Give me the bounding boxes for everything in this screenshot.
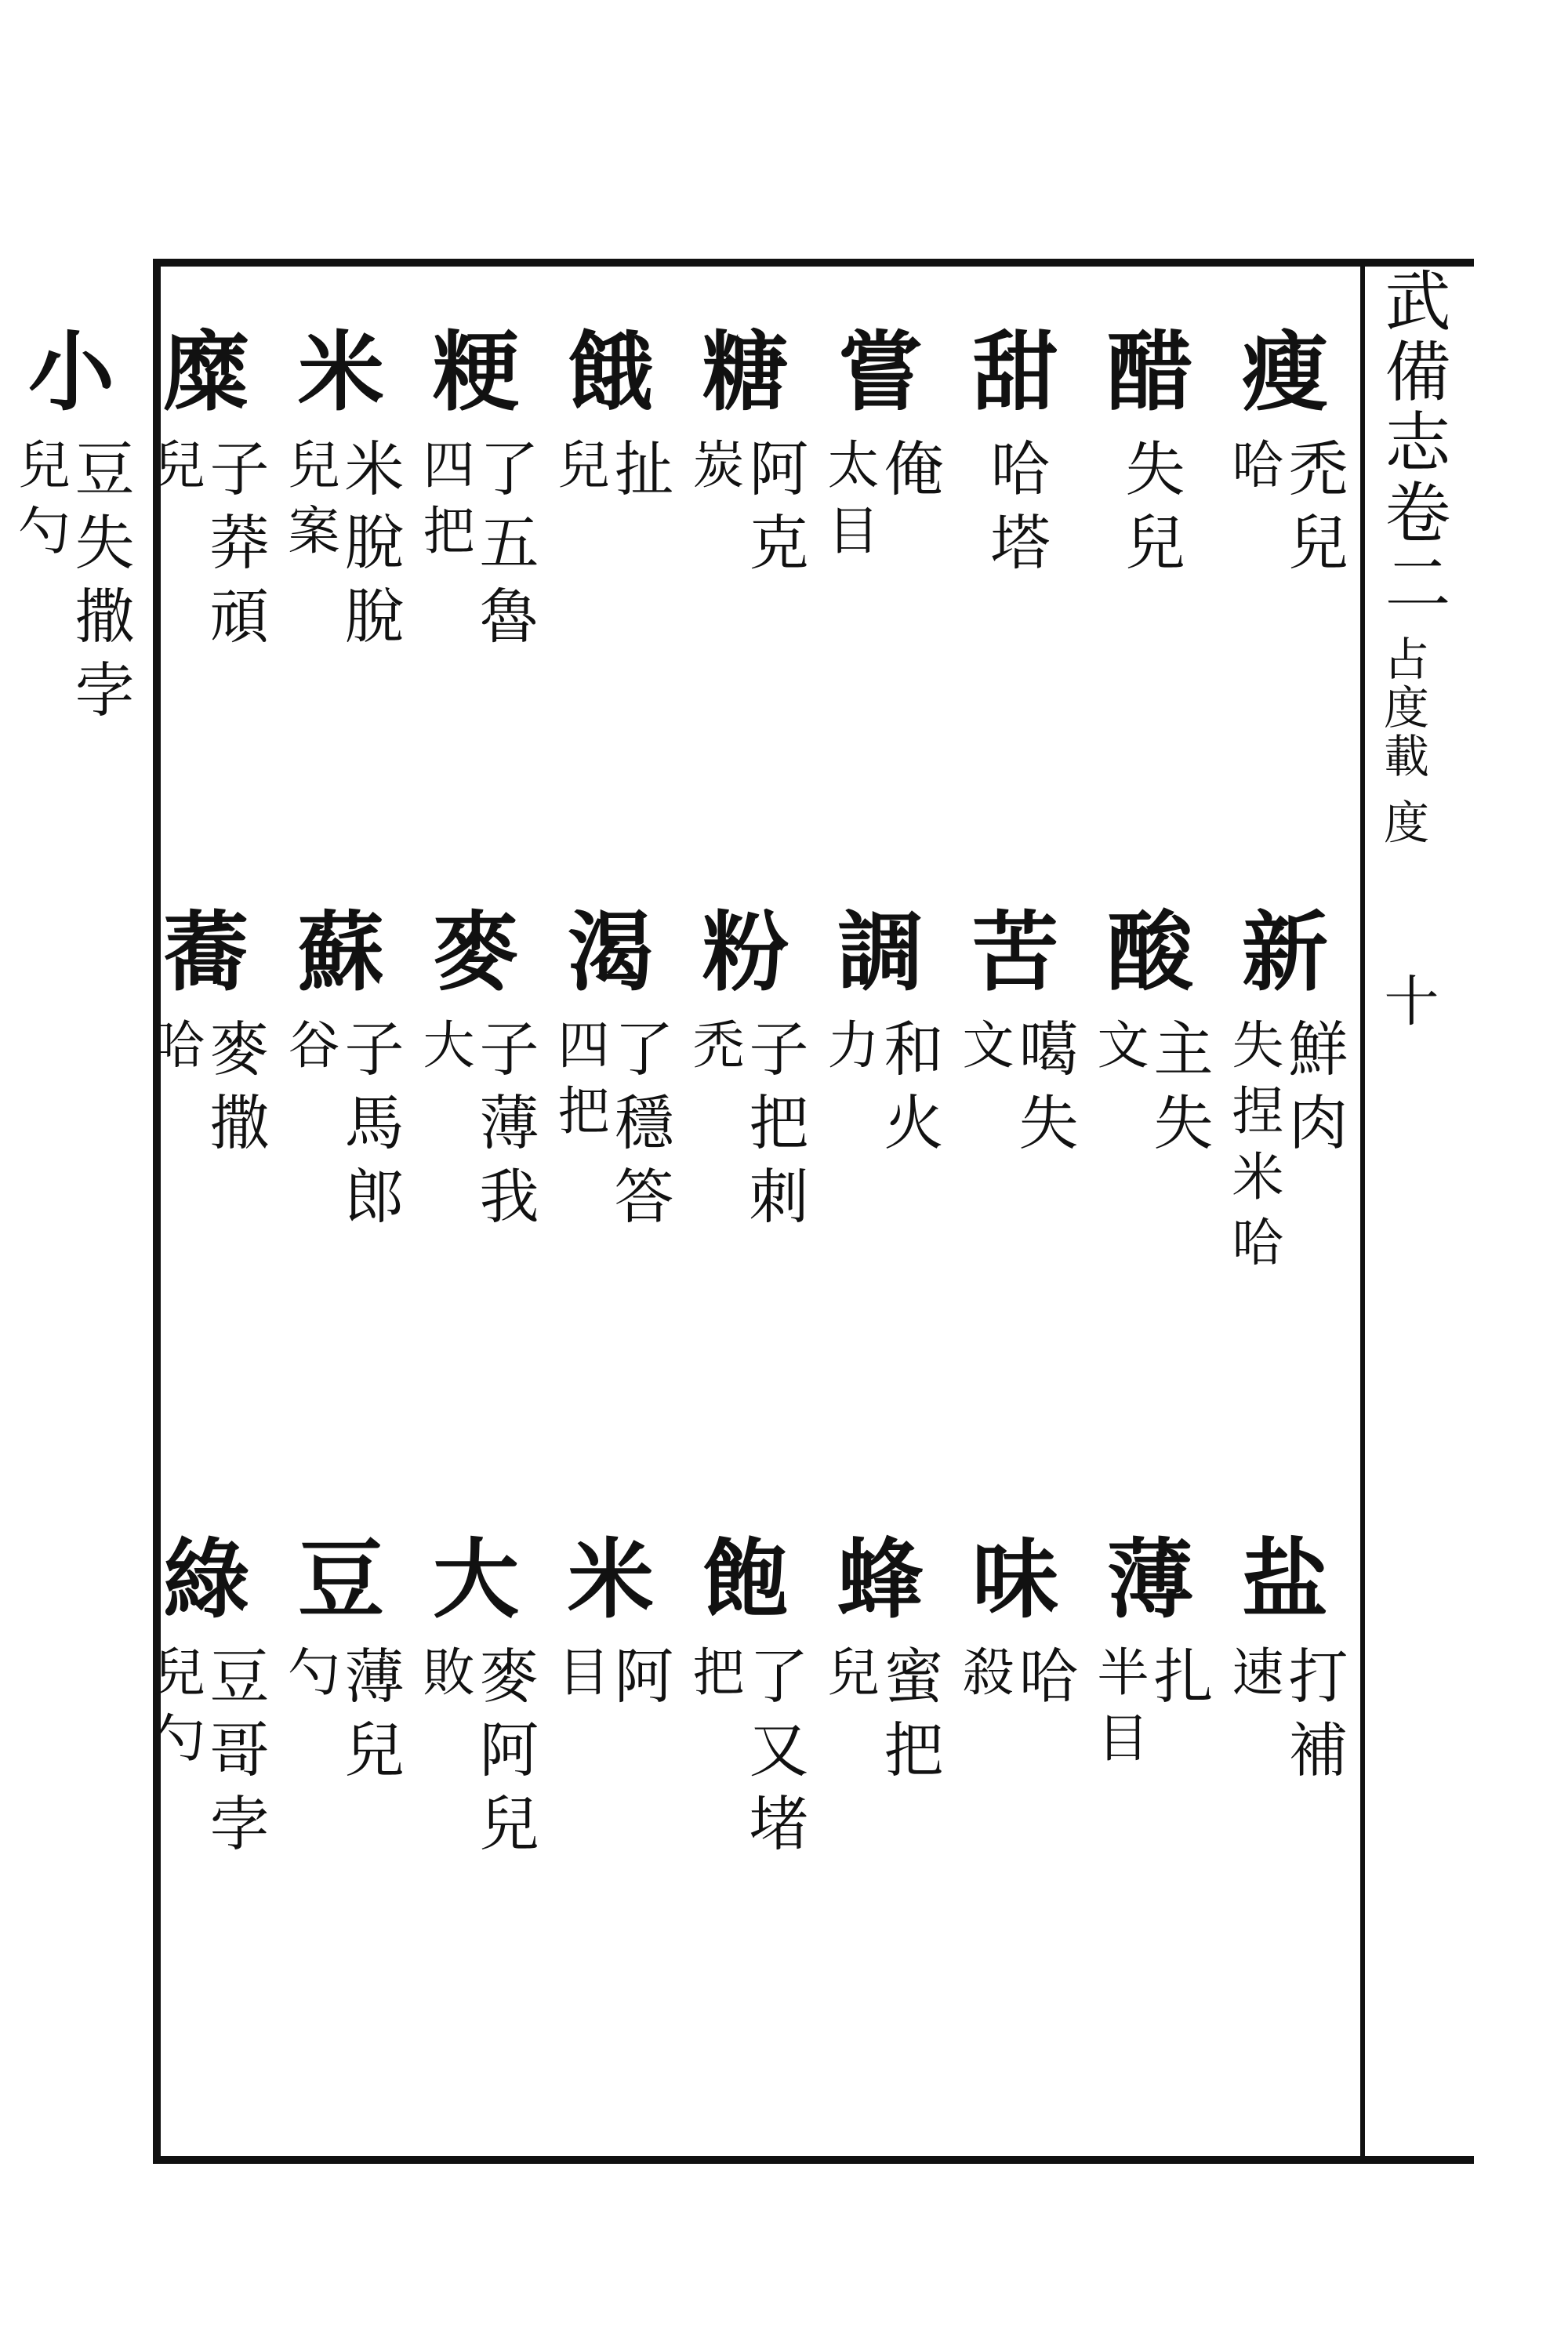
transliteration-column: 兒 [818,1645,879,1711]
entries [4,321,1352,732]
headword: 薄 [1107,1529,1193,1630]
headword: 米 [298,321,384,423]
transliteration [813,1018,948,1165]
headword: 麥 [433,902,519,1003]
margin-column [1374,267,1466,1028]
headword: 蕎 [163,902,249,1003]
section-title: 占度載 度 [1376,635,1429,848]
transliteration-column: 阿克 [739,437,809,585]
headword: 糖 [702,321,789,423]
transliteration-column: 失捏米哈 [1223,1018,1283,1281]
transliteration-column: 炭 [684,437,744,503]
transliteration-column: 主失 [1144,1018,1214,1165]
headword: 綠 [163,1529,249,1630]
entries [139,902,1352,1281]
headword: 新 [1242,902,1328,1003]
transliteration [274,1018,408,1239]
transliteration [1083,437,1218,585]
transliteration-column: 米脫脫 [335,437,405,659]
transliteration [1083,1645,1218,1777]
transliteration-column: 哈 [144,1018,205,1083]
transliteration-column: 把 [684,1645,744,1711]
dictionary-entry [408,321,543,732]
transliteration-column: 鮮肉 [1279,1018,1348,1165]
transliteration-column: 麥阿兒 [470,1645,539,1866]
transliteration [543,437,678,511]
transliteration-column: 哈塔 [981,437,1051,585]
dictionary-entry [139,321,274,732]
transliteration [4,437,139,732]
transliteration-column: 俺 [874,437,944,511]
headword: 飽 [702,1529,789,1630]
headword: 糜 [163,321,249,423]
transliteration [678,1645,813,1866]
headword: 甜 [972,321,1058,423]
transliteration-column: 扎 [1144,1645,1214,1719]
dictionary-entry [678,902,813,1281]
transliteration-column: 哈 [1223,437,1283,503]
transliteration-column: 文 [953,1018,1014,1083]
transliteration [813,1645,948,1792]
headword: 蘇 [298,902,384,1003]
headword: 味 [972,1529,1058,1630]
entries [139,1529,1352,1866]
transliteration [948,1645,1083,1719]
dictionary-entry [408,902,543,1281]
transliteration [1218,1018,1352,1281]
transliteration-column: 殺 [953,1645,1014,1711]
transliteration-column: 半目 [1088,1645,1149,1777]
dictionary-entry [139,1529,274,1866]
headword: 瘦 [1242,321,1328,423]
transliteration-column: 文 [1088,1018,1149,1083]
dictionary-entry [4,321,139,732]
headword: 粳 [433,321,519,423]
dictionary-entry [1083,902,1218,1281]
entry-group-3 [144,1529,1352,2101]
transliteration-column: 太目 [818,437,879,569]
dictionary-entry [543,1529,678,1866]
transliteration [948,437,1083,585]
transliteration-column: 谷 [279,1018,339,1083]
dictionary-entry [948,902,1083,1281]
transliteration-column: 和火 [874,1018,944,1165]
transliteration [139,1018,274,1165]
dictionary-entry [1083,321,1218,732]
transliteration-column: 四把 [549,1018,609,1149]
transliteration-column: 子莽頑 [200,437,270,659]
transliteration [408,1645,543,1866]
dictionary-entry [139,902,274,1281]
transliteration-column: 了又堵 [739,1645,809,1866]
transliteration [408,437,543,659]
headword: 小 [28,321,114,423]
transliteration [678,437,813,585]
transliteration-column: 子把刺 [739,1018,809,1239]
dictionary-entry [1083,1529,1218,1866]
transliteration-column: 四把 [414,437,474,569]
transliteration-column: 失兒 [1116,437,1185,585]
transliteration-column: 兒 [549,437,609,503]
book-title: 武備志卷二 [1374,267,1451,619]
dictionary-entry [678,1529,813,1866]
dictionary-entry [543,321,678,732]
transliteration [543,1018,678,1239]
transliteration [139,437,274,659]
dictionary-entry [1218,902,1352,1281]
headword: 米 [568,1529,654,1630]
transliteration [1218,437,1352,585]
transliteration-column: 禿 [684,1018,744,1083]
transliteration-column: 勺 [279,1645,339,1711]
transliteration-column: 兒案 [279,437,339,569]
transliteration-column: 大 [414,1018,474,1083]
headword: 苦 [972,902,1058,1003]
dictionary-entry [948,321,1083,732]
transliteration-column: 力 [818,1018,879,1083]
headword: 粉 [702,902,789,1003]
dictionary-entry [948,1529,1083,1866]
transliteration-column: 敗 [414,1645,474,1711]
transliteration [1083,1018,1218,1165]
transliteration-column: 目 [549,1645,609,1711]
dictionary-entry [543,902,678,1281]
transliteration-column: 蜜把 [874,1645,944,1792]
transliteration-column: 速 [1223,1645,1283,1711]
headword: 酸 [1107,902,1193,1003]
folio-number: 十 [1375,972,1439,1028]
headword: 盐 [1242,1529,1328,1630]
transliteration [408,1018,543,1239]
dictionary-entry [678,321,813,732]
transliteration [274,1645,408,1792]
margin-rule [1360,259,1365,2164]
transliteration-column: 麥撒 [200,1018,270,1165]
headword: 大 [433,1529,519,1630]
transliteration-column: 豆失撒孛 [65,437,135,732]
transliteration-column: 兒 [144,437,205,503]
transliteration [1218,1645,1352,1792]
transliteration-column: 子薄我 [470,1018,539,1239]
headword: 餓 [568,321,654,423]
entry-group-2 [144,902,1352,1474]
transliteration-column: 扯 [604,437,674,511]
transliteration-column: 兒勺 [9,437,70,569]
transliteration-column: 了穩答 [604,1018,674,1239]
transliteration-column: 阿 [604,1645,674,1719]
transliteration-column: 豆哥孛 [200,1645,270,1866]
transliteration-column: 子馬郎 [335,1018,405,1239]
transliteration-column: 薄兒 [335,1645,405,1792]
transliteration-column: 打補 [1279,1645,1348,1792]
dictionary-entry [274,1529,408,1866]
headword: 調 [837,902,924,1003]
headword: 豆 [298,1529,384,1630]
entry-group-1 [9,321,1352,894]
transliteration [274,437,408,659]
transliteration-column: 了五魯 [470,437,539,659]
dictionary-entry [1218,1529,1352,1866]
transliteration-column: 哈 [1009,1645,1079,1719]
dictionary-entry [1218,321,1352,732]
transliteration-column: 噶失 [1009,1018,1079,1165]
headword: 嘗 [837,321,924,423]
transliteration [678,1018,813,1239]
dictionary-entry [813,1529,948,1866]
transliteration [543,1645,678,1719]
dictionary-entry [274,321,408,732]
transliteration-column: 兒勺 [144,1645,205,1777]
transliteration-column: 禿兒 [1279,437,1348,585]
transliteration [813,437,948,569]
transliteration [948,1018,1083,1165]
headword: 蜂 [837,1529,924,1630]
dictionary-entry [274,902,408,1281]
headword: 醋 [1107,321,1193,423]
dictionary-entry [813,902,948,1281]
dictionary-entry [408,1529,543,1866]
transliteration [139,1645,274,1866]
dictionary-entry [813,321,948,732]
headword: 渴 [568,902,654,1003]
